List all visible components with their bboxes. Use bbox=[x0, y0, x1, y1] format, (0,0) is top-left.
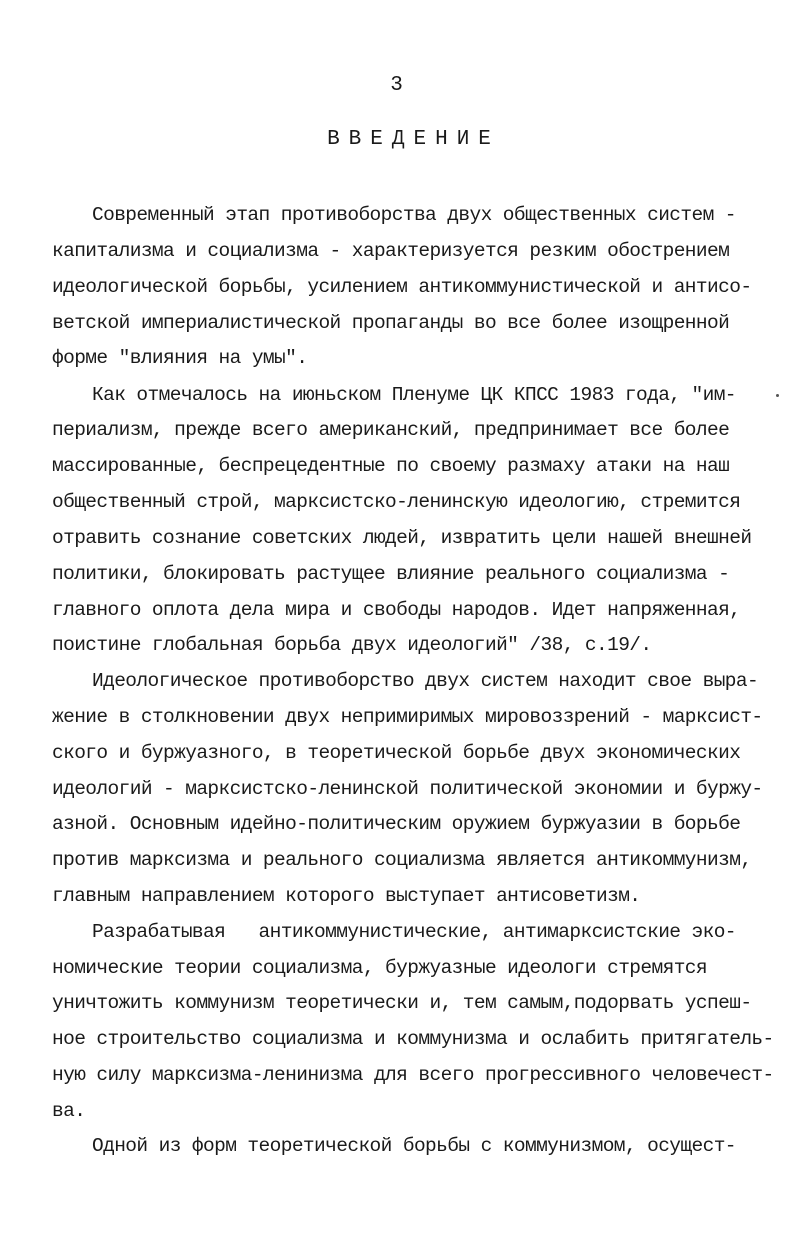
text-line: идеологий - марксистско-ленинской политической экономии и буржу- bbox=[52, 778, 763, 800]
text-line: ную силу марксизма-ленинизма для всего прогрессивного человечест- bbox=[52, 1064, 774, 1086]
text-line: азной. Основным идейно-политическим оружием буржуазии в борьбе bbox=[52, 813, 741, 835]
text-line: периализм, прежде всего американский, предпринимает все более bbox=[52, 419, 730, 441]
text-line: ное строительство социализма и коммунизма и ослабить притягатель- bbox=[52, 1028, 774, 1050]
text-line: уничтожить коммунизм теоретически и, тем самым,подорвать успеш- bbox=[52, 992, 752, 1014]
margin-mark bbox=[776, 394, 779, 397]
page-heading: ВВЕДЕНИЕ bbox=[327, 128, 500, 151]
text-line: капитализма и социализма - характеризуется резким обострением bbox=[52, 240, 730, 262]
text-line: ветской империалистической пропаганды во все более изощренной bbox=[52, 312, 730, 334]
text-line: форме "влияния на умы". bbox=[52, 347, 308, 369]
text-line: жение в столкновении двух непримиримых мировоззрений - марксист- bbox=[52, 706, 763, 728]
text-line: против марксизма и реального социализма является антикоммунизм, bbox=[52, 849, 752, 871]
text-line: политики, блокировать растущее влияние реального социализма - bbox=[52, 563, 730, 585]
text-line: Разрабатывая антикоммунистические, антимарксистские эко- bbox=[92, 921, 736, 943]
text-line: Как отмечалось на июньском Пленуме ЦК КПСС 1983 года, "им- bbox=[92, 384, 736, 406]
text-line: массированные, беспрецедентные по своему размаху атаки на наш bbox=[52, 455, 730, 477]
text-line: номические теории социализма, буржуазные идеологи стремятся bbox=[52, 957, 708, 979]
text-line: идеологической борьбы, усилением антикоммунистической и антисо- bbox=[52, 276, 752, 298]
text-line: поистине глобальная борьба двух идеологий" /38, с.19/. bbox=[52, 634, 652, 656]
text-line: Одной из форм теоретической борьбы с коммунизмом, осущест- bbox=[92, 1135, 736, 1157]
text-line: главного оплота дела мира и свободы народов. Идет напряженная, bbox=[52, 599, 741, 621]
text-line: Идеологическое противоборство двух систем находит свое выра- bbox=[92, 670, 759, 692]
text-line: ва. bbox=[52, 1100, 86, 1122]
text-line: Современный этап противоборства двух общественных систем - bbox=[92, 204, 736, 226]
text-line: главным направлением которого выступает антисоветизм. bbox=[52, 885, 641, 907]
text-line: ского и буржуазного, в теоретической борьбе двух экономических bbox=[52, 742, 741, 764]
page-number: 3 bbox=[390, 74, 403, 97]
text-line: отравить сознание советских людей, извратить цели нашей внешней bbox=[52, 527, 752, 549]
text-line: общественный строй, марксистско-ленинскую идеологию, стремится bbox=[52, 491, 741, 513]
